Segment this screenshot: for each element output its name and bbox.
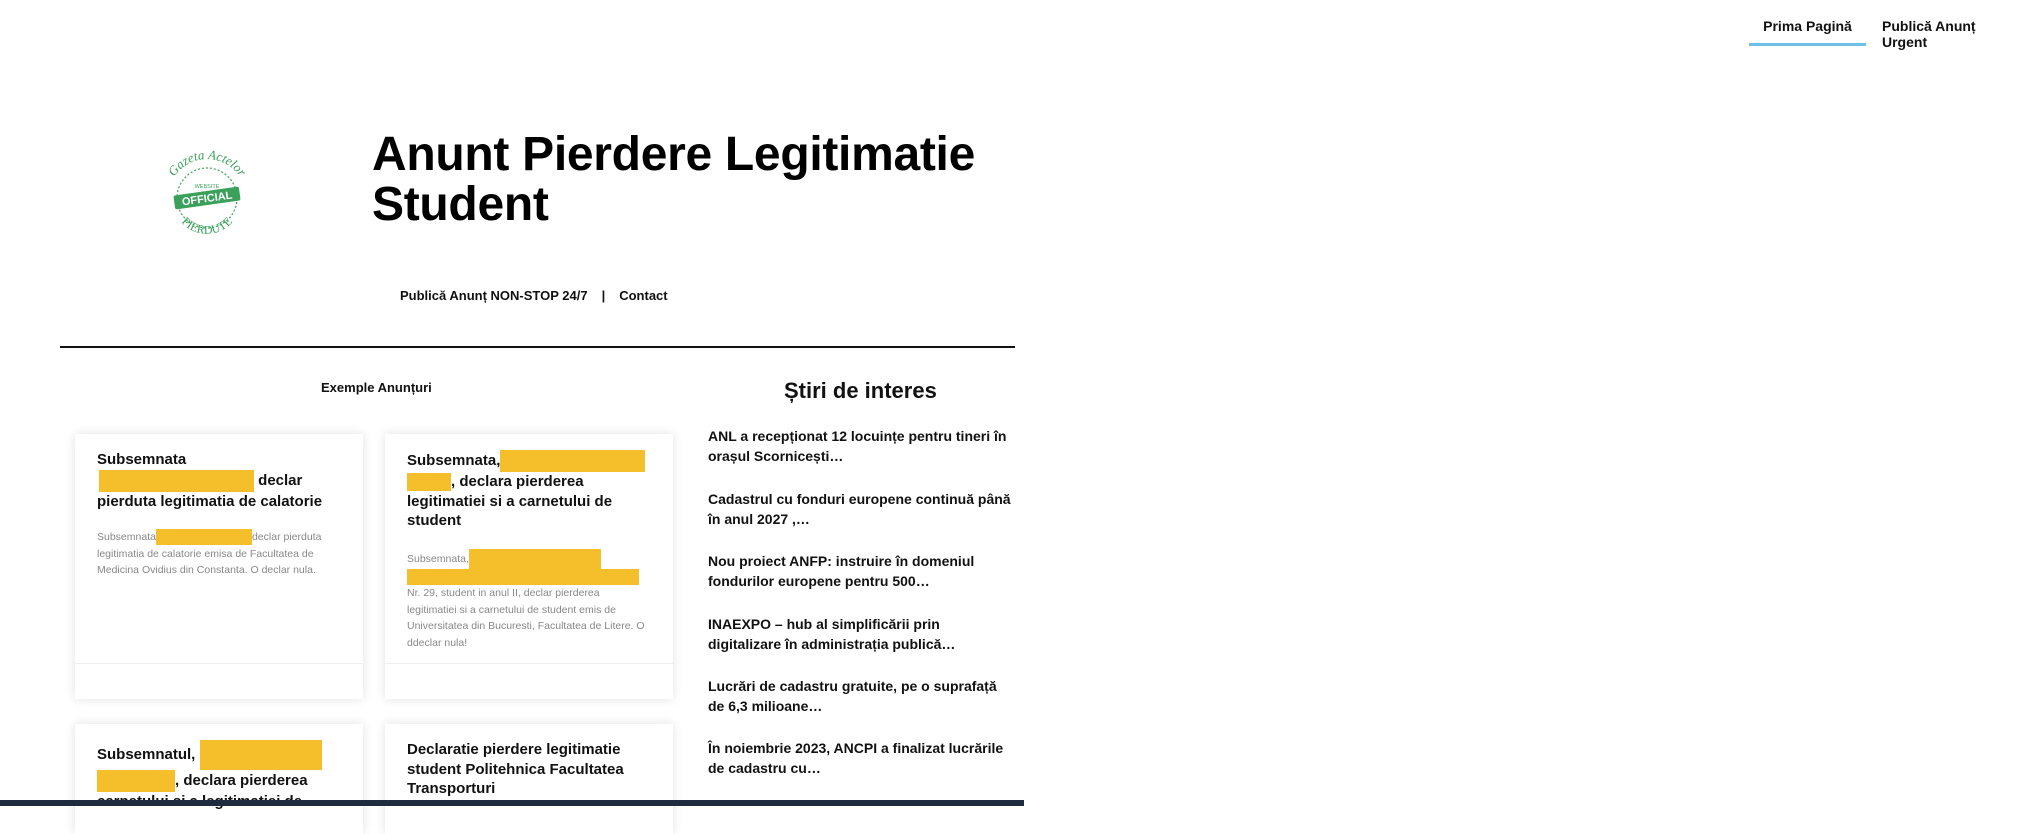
news-link[interactable]: INAEXPO – hub al simplificării prin digitalizare în administrația publică… [708, 616, 956, 652]
news-link[interactable]: În noiembrie 2023, ANCPI a finalizat lucrările de cadastru cu… [708, 740, 1004, 776]
news-link[interactable]: Nou proiect ANFP: instruire în domeniul fondurilor europene pentru 500… [708, 553, 975, 589]
nav-urgent-ad-link[interactable]: Publică Anunț Urgent [1882, 18, 1976, 50]
nav-home-link[interactable]: Prima Pagină [1749, 0, 1866, 46]
ad-card-title[interactable]: Subsemnatul, , declara pierderea [97, 740, 341, 812]
news-link[interactable]: Cadastrul cu fonduri europene continuă până în anul 2027 ,… [708, 491, 1011, 527]
ad-card-excerpt: Subsemnata, Nr. 29, student in anul II, declar pierderea legitimatiei si a carnetului de student emis de Universitatea din Bucuresti, Facultatea de Litere. O ddeclar nula! [407, 549, 651, 652]
site-logo[interactable] [152, 146, 262, 246]
ad-card[interactable] [75, 724, 363, 834]
ad-card-title[interactable]: Subsemnata, , declara pierderea legitimatiei si a carnetului de student [407, 450, 651, 531]
header-divider [60, 346, 1015, 348]
ad-card-title[interactable]: Declaratie pierdere legitimatie student Politehnica Facultatea Transporturi [407, 741, 624, 797]
logo-top-text: Gazeta Actelor [164, 146, 250, 179]
ad-card-footer [385, 663, 673, 699]
logo-bottom-text: PIERDUTE [179, 214, 235, 237]
ad-card[interactable] [385, 724, 673, 834]
news-item [708, 489, 1013, 529]
redaction-block [156, 529, 252, 545]
ad-card-footer [75, 663, 363, 699]
redaction-block [407, 569, 639, 585]
sidebar-title: Știri de interes [784, 378, 937, 403]
ad-card[interactable] [75, 434, 363, 699]
ad-card[interactable] [385, 434, 673, 699]
contact-link[interactable]: Contact [619, 288, 668, 303]
ad-card-title[interactable]: Subsemnata declar pierduta legitimatia de calatorie [97, 451, 323, 510]
ad-card-excerpt: Subsemnata declar pierduta legitimatia de calatorie emisa de Facultatea de Medicina Ovidius din Constanta. O declar nula. [97, 531, 322, 576]
subnav-separator: | [601, 288, 606, 303]
news-item [708, 676, 1013, 716]
news-item [708, 614, 1013, 654]
redaction-block [99, 470, 254, 492]
news-item [708, 738, 1013, 778]
redaction-block [407, 473, 451, 491]
redaction-block [200, 740, 322, 770]
examples-heading: Exemple Anunțuri [321, 380, 432, 395]
news-item [708, 551, 1013, 591]
news-link[interactable]: ANL a recepționat 12 locuințe pentru tineri în orașul Scornicești… [708, 428, 1007, 464]
logo-stamp-icon [152, 146, 262, 246]
bottom-bar [0, 800, 1024, 806]
logo-badge-main: OFFICIAL [181, 189, 234, 209]
redaction-block [469, 549, 601, 569]
news-item [708, 426, 1013, 466]
redaction-block [97, 770, 175, 792]
logo-badge-small: WEBSITE [194, 184, 220, 190]
publish-nonstop-link[interactable]: Publică Anunț NON-STOP 24/7 [400, 288, 588, 303]
redaction-block [500, 450, 645, 472]
page-title: Anunt Pierdere Legitimatie Student [372, 128, 975, 231]
news-link[interactable]: Lucrări de cadastru gratuite, pe o suprafață de 6,3 milioane… [708, 678, 997, 714]
sub-nav [400, 288, 668, 303]
